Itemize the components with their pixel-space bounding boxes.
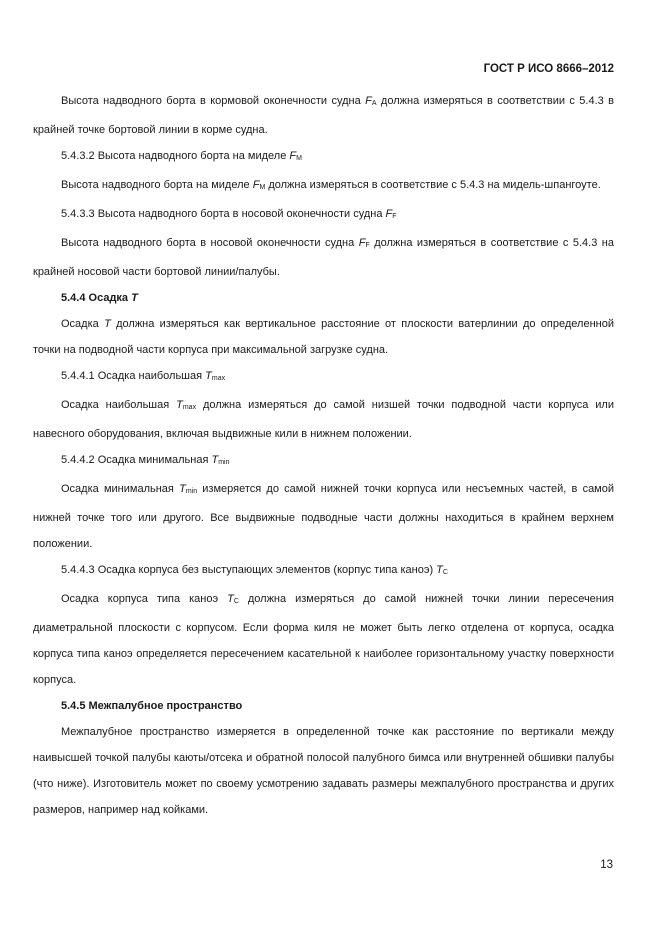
document-header: ГОСТ Р ИСО 8666–2012 [483, 63, 614, 75]
paragraph: Высота надводного борта в носовой оконечности судна FF должна измеряться в соответствие с 5.4.3 на крайней носовой части бортовой линии/палубы. [33, 237, 614, 278]
paragraph: Осадка корпуса типа каноэ TC должна измеряться до самой нижней точки линии пересечения диаметральной плоскости с корпусом. Если форма киля не может быть легко отделена от корпуса, осадка корпуса типа каноэ определяется пересечением касательной к наиболее горизонтальному участку поверхности корпуса. [33, 593, 614, 686]
section-heading-5-4-3-2: 5.4.3.2 Высота надводного борта на миделе FM [61, 150, 302, 162]
paragraph: Осадка наибольшая Tmax должна измеряться до самой низшей точки подводной части корпуса или навесного оборудования, включая выдвижные кили в нижнем положении. [33, 399, 614, 440]
paragraph: Высота надводного борта на миделе FM должна измеряться в соответствие с 5.4.3 на мидель-шпангоуте. [61, 179, 601, 191]
section-heading-5-4-3-3: 5.4.3.3 Высота надводного борта в носовой оконечности судна FF [61, 208, 397, 220]
paragraph: Межпалубное пространство измеряется в определенной точке как расстояние по вертикали между наивысшей точкой палубы каюты/отсека и обратной полосой палубного бимса или внутренней обшивки палубы (что ниже). Изготовитель может по своему усмотрению задавать размеры межпалубного пространства и других размеров, например над койками. [33, 726, 614, 816]
section-heading-5-4-4-1: 5.4.4.1 Осадка наибольшая Tmax [61, 370, 226, 382]
paragraph: Осадка минимальная Tmin измеряется до самой нижней точки корпуса или несъемных частей, в самой нижней точке того или другого. Все выдвижные подводные части должны находиться в крайнем верхнем положении. [33, 483, 615, 550]
page-number: 13 [600, 859, 613, 871]
section-heading-5-4-4-2: 5.4.4.2 Осадка минимальная Tmin [61, 454, 230, 466]
document-body [33, 88, 614, 823]
section-heading-5-4-4: 5.4.4 Осадка T [61, 292, 138, 304]
section-heading-5-4-5: 5.4.5 Межпалубное пространство [61, 700, 243, 712]
paragraph: Осадка T должна измеряться как вертикальное расстояние от плоскости ватерлинии до определенной точки на подводной части корпуса при максимальной загрузке судна. [33, 318, 614, 356]
section-heading-5-4-4-3: 5.4.4.3 Осадка корпуса без выступающих элементов (корпус типа каноэ) TC [61, 564, 448, 576]
paragraph: Высота надводного борта в кормовой оконечности судна FA должна измеряться в соответствии с 5.4.3 в крайней точке бортовой линии в корме судна. [33, 95, 614, 136]
